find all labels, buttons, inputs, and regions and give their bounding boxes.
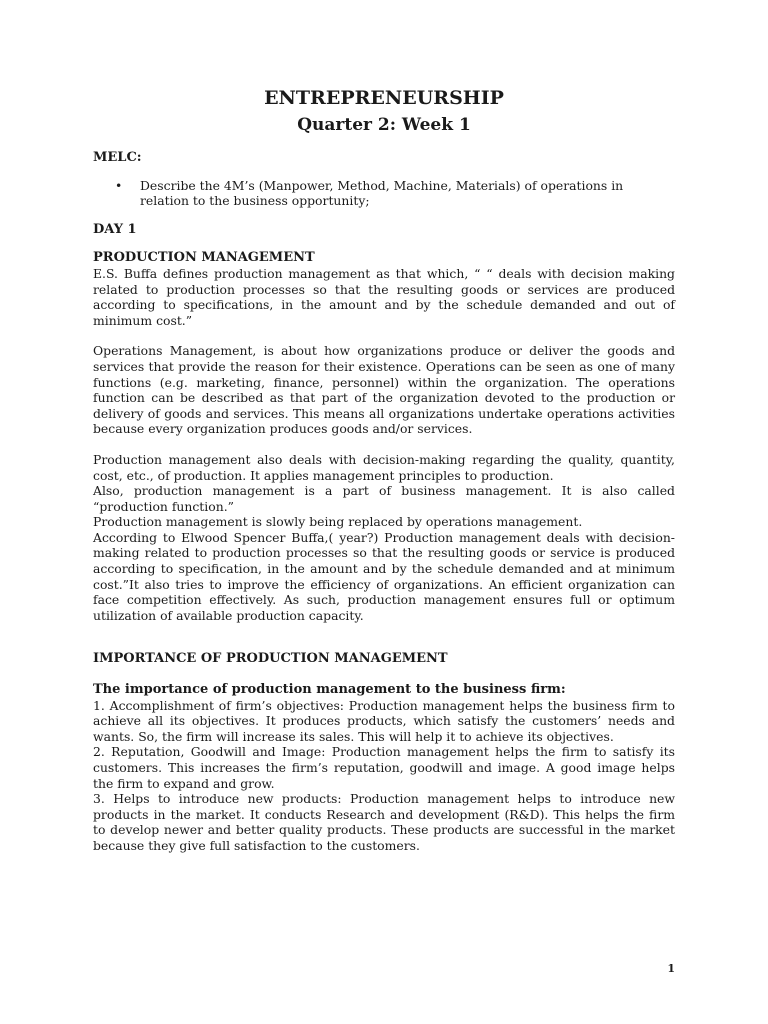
paragraph-buffa-definition: E.S. Buffa defines production management as that which, “ “ deals with decision making related to production processes so that the resulting goods or services are produced according to specifications, in the amount and by the schedule demanded and out of minimum cost.” — [93, 265, 675, 328]
document-subtitle: Quarter 2: Week 1 — [297, 115, 471, 135]
melc-item-text: Describe the 4M’s (Manpower, Method, Machine, Materials) of operations in relation to the business opportunity; — [140, 177, 624, 209]
importance-subheading: The importance of production management to the business firm: — [93, 682, 566, 698]
paragraph-elwood-buffa: According to Elwood Spencer Buffa,( year?) Production management deals with decision-making related to production processes so that the resulting goods or service is produced according to specification, in the amount and by the schedule demanded and at minimum cost.”It also tries to improve the efficiency of organizations. An efficient organization can face competition effectively. As such, production management ensures full or optimum utilization of available production capacity. — [93, 529, 675, 623]
paragraph-business-management: Also, production management is a part of business management. It is also called “production function.” — [93, 483, 675, 514]
document-title: ENTREPRENEURSHIP — [264, 87, 504, 109]
paragraph-operations-management: Operations Management, is about how organizations produce or deliver the goods and services that provide the reason for their existence. Operations can be seen as one of many functions (e.g. marketing, finance, personnel) within the organization. The operations function can be described as that part of the organization devoted to the production or delivery of goods and services. This means all organizations undertake operations activities because every organization produces goods and/or services. — [93, 343, 675, 437]
melc-list — [93, 178, 675, 209]
melc-label: MELC: — [93, 150, 142, 165]
bullet-icon: • — [115, 177, 123, 193]
importance-item: 3. Helps to introduce new products: Production management helps to introduce new products in the market. It conducts Research and development (R&D). This helps the firm to develop newer and better quality products. These products are successful in the market because they give full satisfaction to the customers. — [93, 791, 675, 853]
document-body — [93, 150, 675, 854]
paragraph-replaced: Production management is slowly being replaced by operations management. — [93, 514, 583, 530]
section-heading-importance: IMPORTANCE OF PRODUCTION MANAGEMENT — [93, 651, 448, 667]
page-number: 1 — [667, 962, 675, 975]
day-label: DAY 1 — [93, 221, 137, 237]
section-heading-production-management: PRODUCTION MANAGEMENT — [93, 250, 315, 266]
importance-item: 2. Reputation, Goodwill and Image: Production management helps the firm to satisfy its customers. This increases the firm’s reputation, goodwill and image. A good image helps the firm to expand and grow. — [93, 744, 675, 791]
melc-item — [93, 178, 675, 209]
paragraph-decision-making: Production management also deals with decision-making regarding the quality, quantity, cost, etc., of production. It applies management principles to production. — [93, 451, 675, 483]
importance-item: 1. Accomplishment of firm’s objectives: Production management helps the business firm to achieve all its objectives. It produces products, which satisfy the customers’ needs and wants. So, the firm will increase its sales. This will help it to achieve its objectives. — [93, 697, 675, 744]
